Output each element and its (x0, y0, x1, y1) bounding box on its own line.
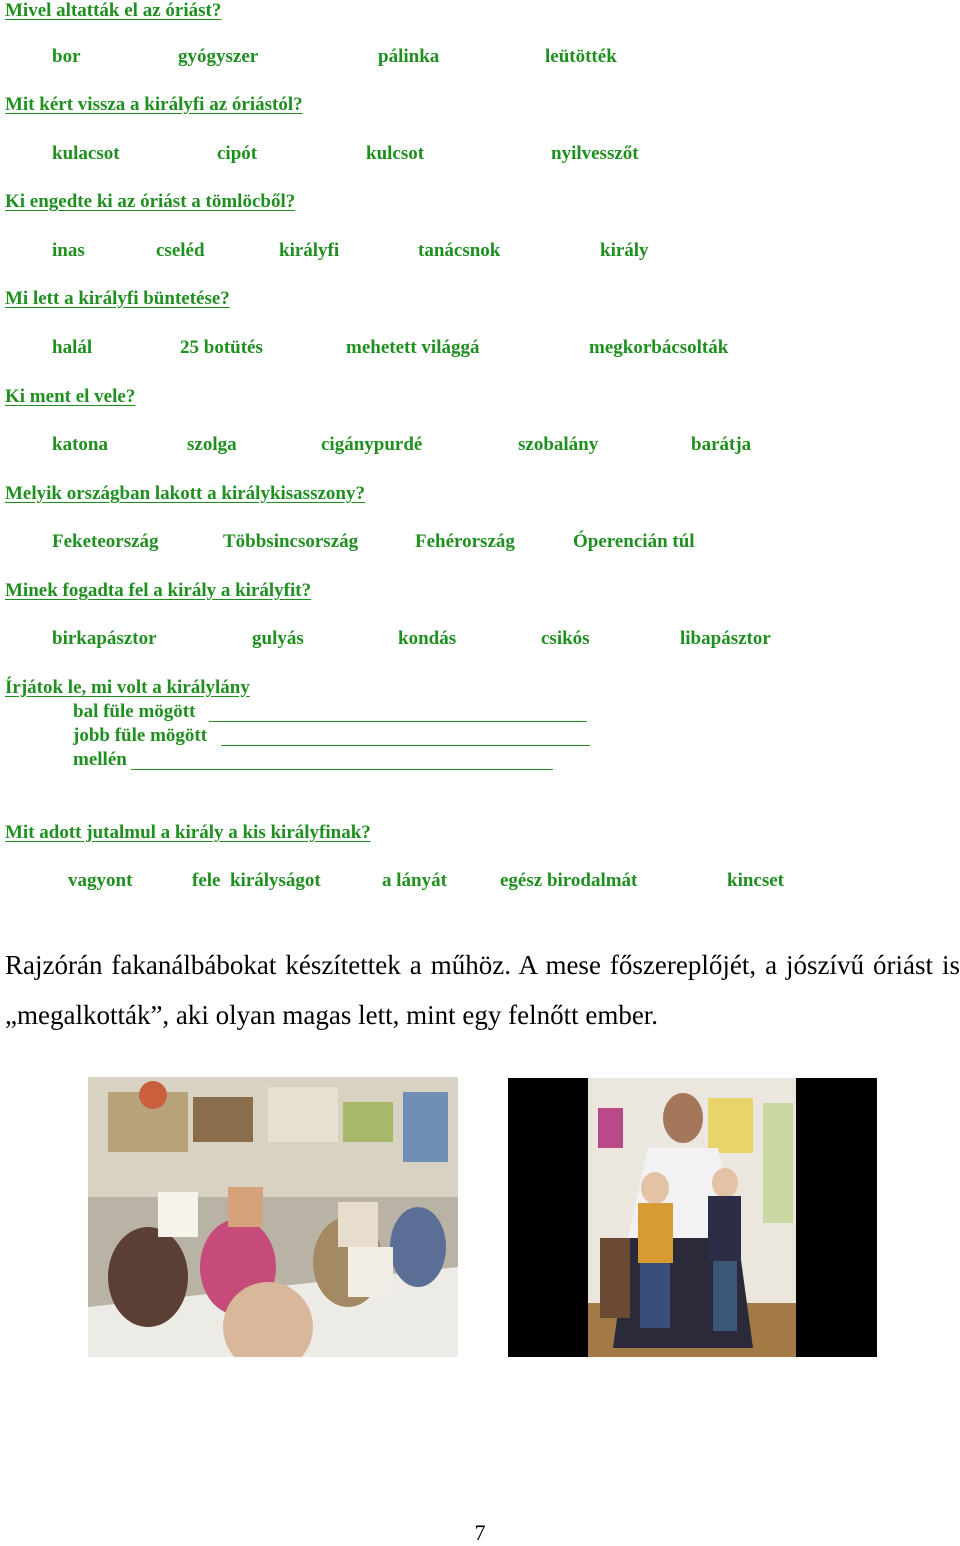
reward-option-5: kincset (727, 870, 784, 891)
q7-option-1: birkapásztor (52, 628, 157, 649)
question-7: Minek fogadta fel a király a királyfit? (5, 580, 312, 601)
q6-option-3: Fehérország (415, 531, 515, 552)
q7-option-5: libapásztor (680, 628, 771, 649)
fill-in-label-3: mellén (73, 749, 127, 770)
q1-option-4: leütötték (545, 46, 617, 67)
fill-in-blank-2[interactable] (221, 745, 590, 746)
question-5: Ki ment el vele? (5, 386, 136, 407)
q1-option-3: pálinka (378, 46, 440, 67)
giant-puppet-photo-illustration (508, 1078, 877, 1357)
classroom-photo (88, 1077, 458, 1357)
q5-option-2: szolga (187, 434, 237, 455)
q3-option-1: inas (52, 240, 85, 261)
body-paragraph: Rajzórán fakanálbábokat készítettek a műhöz. A mese főszereplőjét, a jószívű óriást is „megalkották”, aki olyan magas lett, mint egy felnőtt ember. (5, 950, 960, 1030)
question-1: Mivel altatták el az óriást? (5, 0, 222, 21)
reward-option-4: egész birodalmát (500, 870, 638, 891)
question-2: Mit kért vissza a királyfi az óriástól? (5, 94, 303, 115)
fill-in-question: Írjátok le, mi volt a királylány (5, 677, 250, 698)
q1-option-1: bor (52, 46, 81, 67)
q2-option-2: cipót (217, 143, 258, 164)
reward-option-1: vagyont (68, 870, 133, 891)
q5-option-4: szobalány (518, 434, 599, 455)
question-4: Mi lett a királyfi büntetése? (5, 288, 230, 309)
classroom-photo-illustration (88, 1077, 458, 1357)
q4-option-4: megkorbácsolták (589, 337, 729, 358)
q6-option-1: Feketeország (52, 531, 159, 552)
question-3: Ki engedte ki az óriást a tömlöcből? (5, 191, 296, 212)
q3-option-2: cseléd (156, 240, 205, 261)
q7-option-2: gulyás (252, 628, 304, 649)
q3-option-5: király (600, 240, 649, 261)
question-6: Melyik országban lakott a királykisasszony? (5, 483, 365, 504)
q7-option-3: kondás (398, 628, 457, 649)
q2-option-1: kulacsot (52, 143, 120, 164)
q4-option-2: 25 botütés (180, 337, 263, 358)
q6-option-2: Többsincsország (223, 531, 359, 552)
q3-option-4: tanácsnok (418, 240, 501, 261)
giant-puppet-photo (508, 1078, 877, 1357)
q5-option-3: cigánypurdé (321, 434, 423, 455)
page-number: 7 (474, 1520, 486, 1545)
reward-option-3: a lányát (382, 870, 447, 891)
q4-option-3: mehetett világgá (346, 337, 480, 358)
fill-in-label-1: bal füle mögött (73, 701, 196, 722)
q1-option-2: gyógyszer (178, 46, 259, 67)
q5-option-5: barátja (691, 434, 752, 455)
q5-option-1: katona (52, 434, 108, 455)
fill-in-blank-1[interactable] (209, 721, 587, 722)
q6-option-4: Óperencián túl (573, 531, 695, 552)
fill-in-label-2: jobb füle mögött (73, 725, 208, 746)
q4-option-1: halál (52, 337, 93, 358)
q7-option-4: csikós (541, 628, 590, 649)
q2-option-3: kulcsot (366, 143, 425, 164)
q3-option-3: királyfi (279, 240, 340, 261)
q2-option-4: nyilvesszőt (551, 143, 639, 164)
reward-option-2: fele királyságot (192, 870, 321, 891)
fill-in-blank-3[interactable] (131, 769, 553, 770)
reward-question: Mit adott jutalmul a király a kis királyfinak? (5, 822, 371, 843)
